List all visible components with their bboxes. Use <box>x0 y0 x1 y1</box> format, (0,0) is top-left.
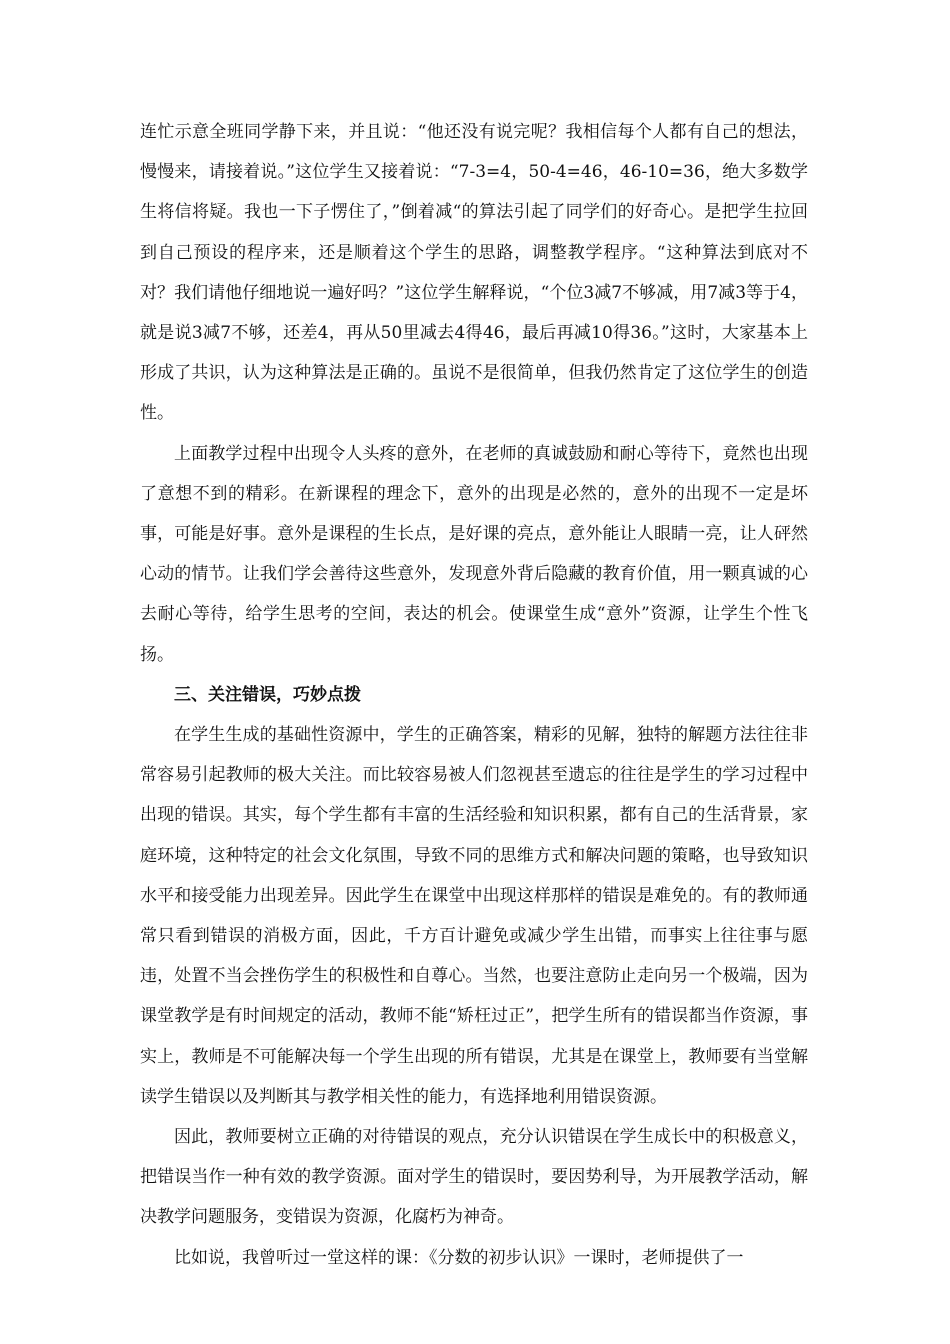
section-heading: 三、关注错误，巧妙点拨 <box>174 684 361 705</box>
paragraph-4: 因此，教师要树立正确的对待错误的观点，充分认识错误在学生成长中的积极意义，把错误当作一种有效的教学资源。面对学生的错误时，要因势利导，为开展教学活动，解决教学问题服务，变错误为资源，化腐朽为神奇。 <box>140 1127 808 1228</box>
paragraph-2: 上面教学过程中出现令人头疼的意外，在老师的真诚鼓励和耐心等待下，竟然也出现了意想不到的精彩。在新课程的理念下，意外的出现是必然的，意外的出现不一定是坏事，可能是好事。意外是课程的生长点，是好课的亮点，意外能让人眼睛一亮，让人砰然心动的情节。让我们学会善待这些意外，发现意外背后隐藏的教育价值，用一颗真诚的心去耐心等待，给学生思考的空间，表达的机会。使课堂生成“意外”资源，让学生个性飞扬。 <box>140 443 808 665</box>
paragraph-5: 比如说，我曾听过一堂这样的课：《分数的初步认识》一课时，老师提供了一 <box>174 1247 744 1268</box>
paragraph-1: 连忙示意全班同学静下来，并且说：“他还没有说完呢？我相信每个人都有自己的想法，慢慢来，请接着说。”这位学生又接着说：“7-3=4，50-4=46，46-10=36，绝大多数学生将信将疑。我也一下子愣住了，”倒着减“的算法引起了同学们的好奇心。是把学生拉回到自己预设的程序来，还是顺着这个学生的思路，调整教学程序。“这种算法到底对不对？我们请他仔细地说一遍好吗？”这位学生解释说，“个位3减7不够减，用7减3等于4，就是说3减7不够，还差4，再从50里减去4得46，最后再减10得36。”这时，大家基本上形成了共识，认为这种算法是正确的。虽说不是很简单，但我仍然肯定了这位学生的创造性。 <box>140 122 808 424</box>
paragraph-3: 在学生生成的基础性资源中，学生的正确答案，精彩的见解，独特的解题方法往往非常容易引起教师的极大关注。而比较容易被人们忽视甚至遗忘的往往是学生的学习过程中出现的错误。其实，每个学生都有丰富的生活经验和知识积累，都有自己的生活背景，家庭环境，这种特定的社会文化氛围，导致不同的思维方式和解决问题的策略，也导致知识水平和接受能力出现差异。因此学生在课堂中出现这样那样的错误是难免的。有的教师通常只看到错误的消极方面，因此，千方百计避免或减少学生出错，而事实上往往事与愿违，处置不当会挫伤学生的积极性和自尊心。当然，也要注意防止走向另一个极端，因为课堂教学是有时间规定的活动，教师不能“矫枉过正”，把学生所有的错误都当作资源，事实上，教师是不可能解决每一个学生出现的所有错误，尤其是在课堂上，教师要有当堂解读学生错误以及判断其与教学相关性的能力，有选择地利用错误资源。 <box>140 725 808 1107</box>
document-body <box>140 112 808 1278</box>
